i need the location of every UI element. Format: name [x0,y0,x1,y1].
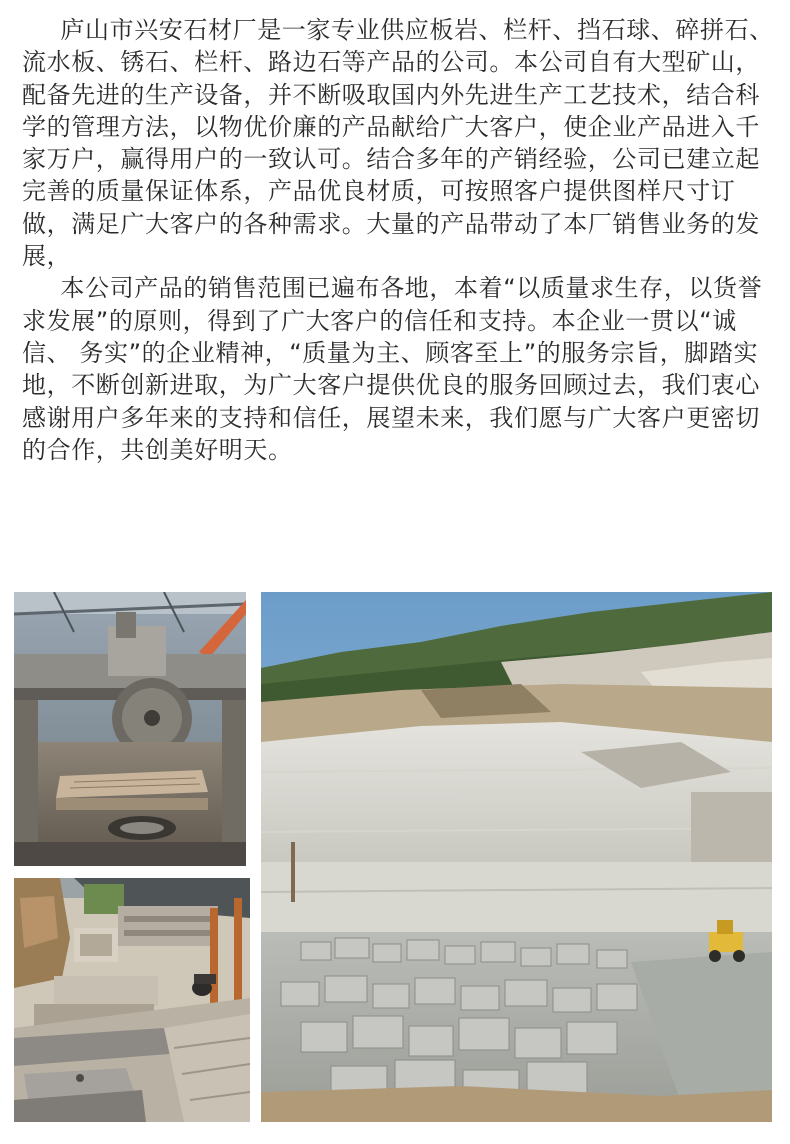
intro-paragraph-2: 本公司产品的销售范围已遍布各地，本着“以质量求生存，以货誉求发展”的原则，得到了广大客户的信任和支持。本企业一贯以“诚信、 务实”的企业精神，“质量为主、顾客至上”的服务宗旨，脚踏实地，不断创新进取，为广大客户提供优良的服务回顾过去，我们衷心感谢用户多年来的支持和信任，展望未来，我们愿与广大客户更密切的合作，共创美好明天。 [22,274,763,464]
company-introduction [22,14,774,466]
stone-products-yard-photo [14,878,250,1122]
granite-quarry-photo [261,592,772,1122]
intro-paragraph-1: 庐山市兴安石材厂是一家专业供应板岩、栏杆、挡石球、碎拼石、流水板、锈石、栏杆、路边石等产品的公司。本公司自有大型矿山，配备先进的生产设备，并不断吸取国内外先进生产工艺技术，结合科学的管理方法，以物优价廉的产品献给广大客户，使企业产品进入千家万户，赢得用户的一致认可。结合多年的产销经验，公司已建立起完善的质量保证体系，产品优良材质，可按照客户提供图样尺寸订做，满足广大客户的各种需求。大量的产品带动了本厂销售业务的发展， [22,16,774,271]
stone-cutting-machine-photo [14,592,246,866]
